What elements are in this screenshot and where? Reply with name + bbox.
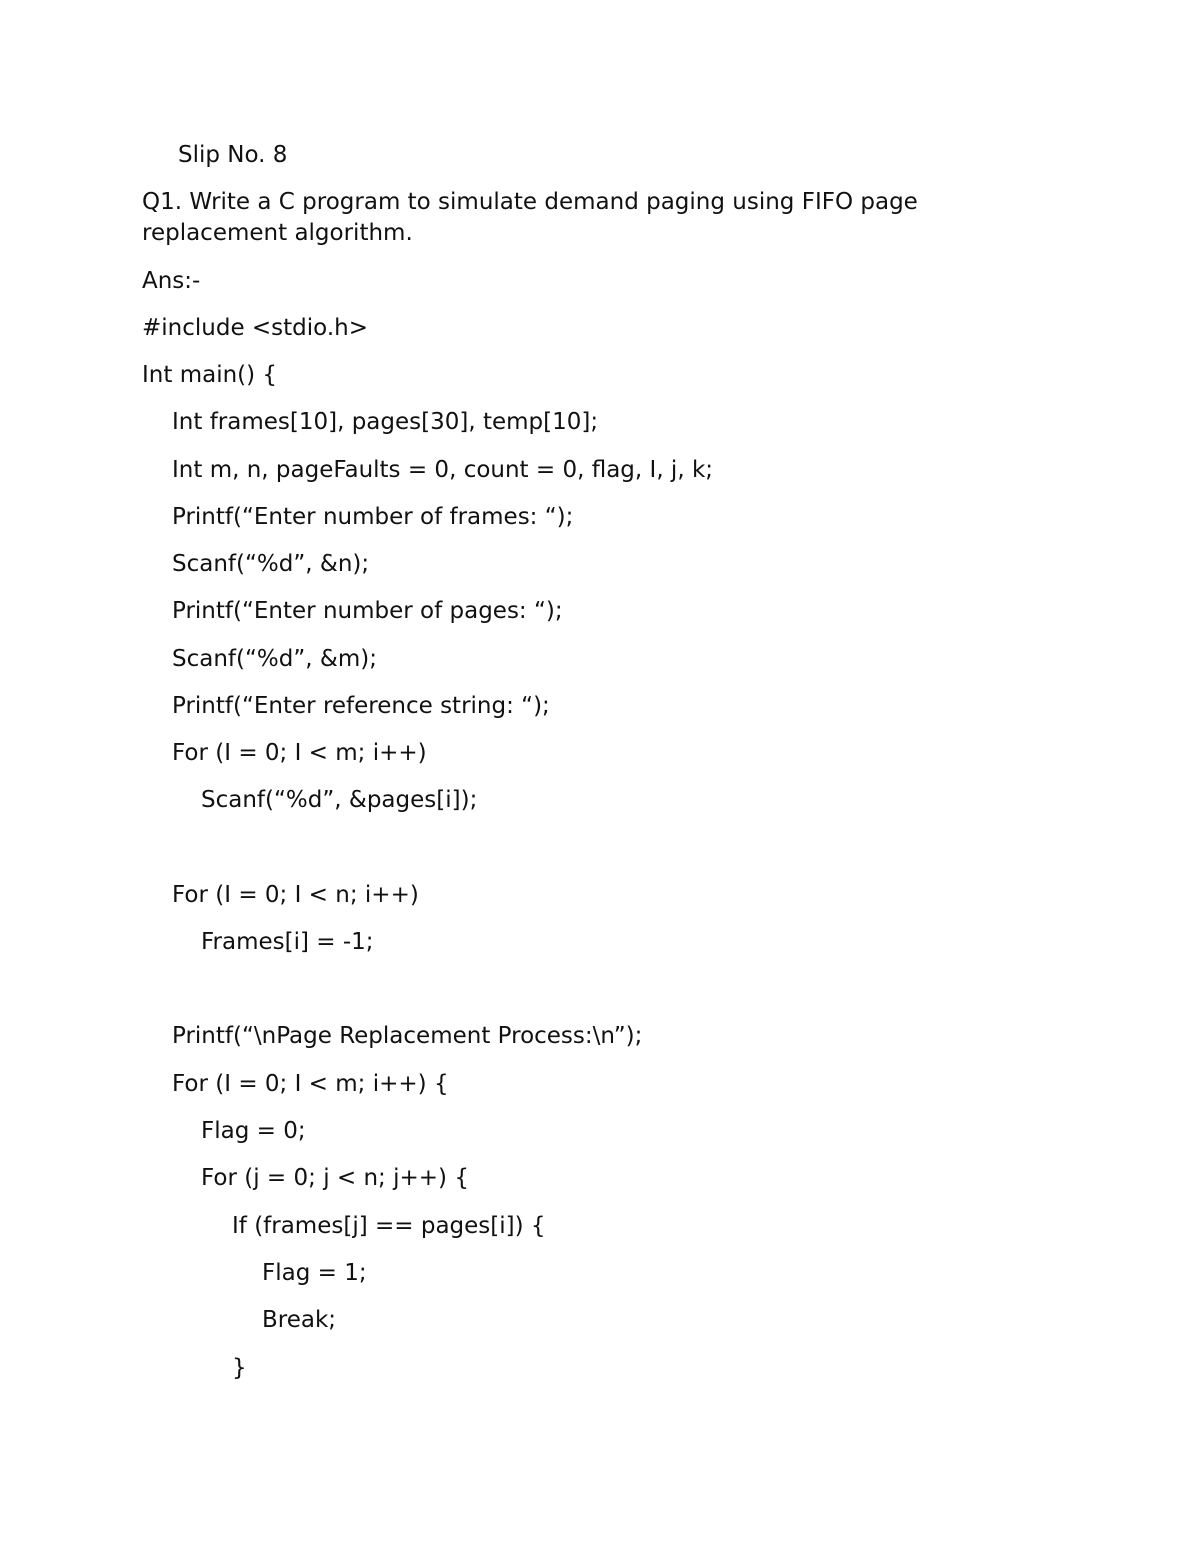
code-line-if-match: If (frames[j] == pages[i]) { [232,1213,546,1239]
code-line-printf-frames: Printf(“Enter number of frames: “); [172,504,574,530]
code-line-for-m-block: For (I = 0; I < m; i++) { [172,1071,449,1097]
code-line-for-j: For (j = 0; j < n; j++) { [201,1165,469,1191]
code-line-scanf-pages: Scanf(“%d”, &pages[i]); [201,787,478,813]
code-line-for-n: For (I = 0; I < n; i++) [172,882,419,908]
code-line-include: #include <stdio.h> [142,315,369,341]
code-line-scanf-m: Scanf(“%d”, &m); [172,646,377,672]
code-line-flag-one: Flag = 1; [262,1260,367,1286]
code-line-close-brace: } [232,1355,247,1381]
code-line-frames-init: Frames[i] = -1; [201,929,374,955]
code-line-printf-process: Printf(“\nPage Replacement Process:\n”); [172,1023,643,1049]
code-line-for-m: For (I = 0; I < m; i++) [172,740,427,766]
code-line-printf-ref: Printf(“Enter reference string: “); [172,693,550,719]
code-line-arrays: Int frames[10], pages[30], temp[10]; [172,409,599,435]
answer-label: Ans:- [142,268,201,294]
code-line-vars: Int m, n, pageFaults = 0, count = 0, flag, I, j, k; [172,457,714,483]
slip-title: Slip No. 8 [178,142,288,168]
code-line-printf-pages: Printf(“Enter number of pages: “); [172,598,563,624]
question-line-1: Q1. Write a C program to simulate demand paging using FIFO page [142,189,918,215]
code-line-flag-zero: Flag = 0; [201,1118,306,1144]
code-line-break: Break; [262,1307,337,1333]
question-line-2: replacement algorithm. [142,220,413,246]
code-line-scanf-n: Scanf(“%d”, &n); [172,551,370,577]
code-line-main: Int main() { [142,362,278,388]
